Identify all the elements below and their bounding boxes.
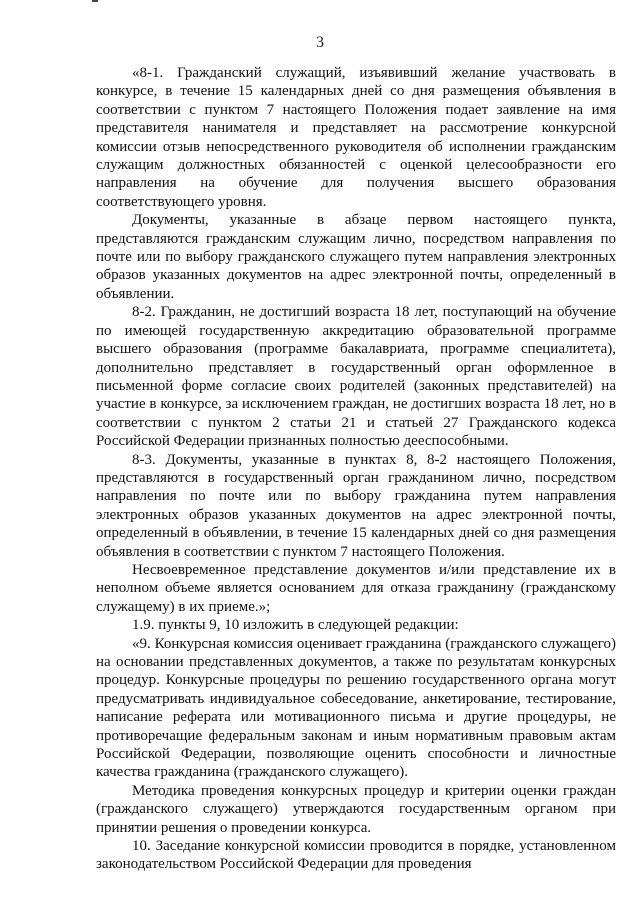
scan-mark <box>92 0 98 2</box>
paragraph-8-2: 8-2. Гражданин, не достигший возраста 18 лет, поступающий на обучение по имеющей государственную аккредитацию образовательной программе высшего образования (программе бакалавриата, программе специалитета), дополнительно представляет в государственный орган оформленное в письменной форме согласие своих родителей (законных представителей) на участие в конкурсе, за исключением граждан, не достигших возраста 18 лет, но в соответствии с пунктом 2 статьи 21 и статьей 27 Гражданского кодекса Российской Федерации признанных полностью дееспособными. <box>96 304 616 450</box>
paragraph-9: «9. Конкурсная комиссия оценивает гражданина (гражданского служащего) на основании представленных документов, а также по результатам конкурсных процедур. Конкурсные процедуры по решению государственного органа могут предусматривать индивидуальное собеседование, анкетирование, тестирование, написание реферата или мотивационного письма и другие процедуры, не противоречащие федеральным законам и иным нормативным правовым актам Российской Федерации, позволяющие оценить способности и личностные качества гражданина (гражданского служащего). <box>96 635 616 781</box>
paragraph-8-1: «8-1. Гражданский служащий, изъявивший желание участвовать в конкурсе, в течение 15 календарных дней со дня размещения объявления в соответствии с пунктом 7 настоящего Положения подает заявление на имя представителя нанимателя и представляет на рассмотрение конкурсной комиссии отзыв непосредственного руководителя об исполнении гражданским служащим должностных обязанностей с оценкой целесообразности его направления на обучение для получения высшего образования соответствующего уровня. <box>96 65 616 210</box>
body-text <box>96 64 616 874</box>
paragraph-8-1-documents: Документы, указанные в абзаце первом настоящего пункта, представляются гражданским служащим лично, посредством направления по почте или по выбору гражданского служащего путем направления электронных образов указанных документов на адрес электронной почты, определенный в объявлении. <box>96 212 616 302</box>
paragraph-8-3-untimely: Несвоевременное представление документов и/или представление их в неполном объеме является основанием для отказа гражданину (гражданскому служащему) в их приеме.»; <box>96 561 616 615</box>
paragraph-9-methodology: Методика проведения конкурсных процедур и критерии оценки граждан (гражданского служащего) утверждаются государственным органом при принятии решения о проведении конкурса. <box>96 782 616 836</box>
paragraph-10: 10. Заседание конкурсной комиссии проводится в порядке, установленном законодательством Российской Федерации для проведения <box>96 838 616 873</box>
paragraph-1-9: 1.9. пункты 9, 10 изложить в следующей редакции: <box>132 617 459 634</box>
paragraph-8-3: 8-3. Документы, указанные в пунктах 8, 8-2 настоящего Положения, представляются в государственный орган гражданином лично, посредством направления по почте или по выбору гражданина путем направления электронных образов указанных документов на адрес электронной почты, определенный в объявлении, в течение 15 календарных дней со дня размещения объявления в соответствии с пунктом 7 настоящего Положения. <box>96 451 616 560</box>
page-number: 3 <box>316 34 324 51</box>
